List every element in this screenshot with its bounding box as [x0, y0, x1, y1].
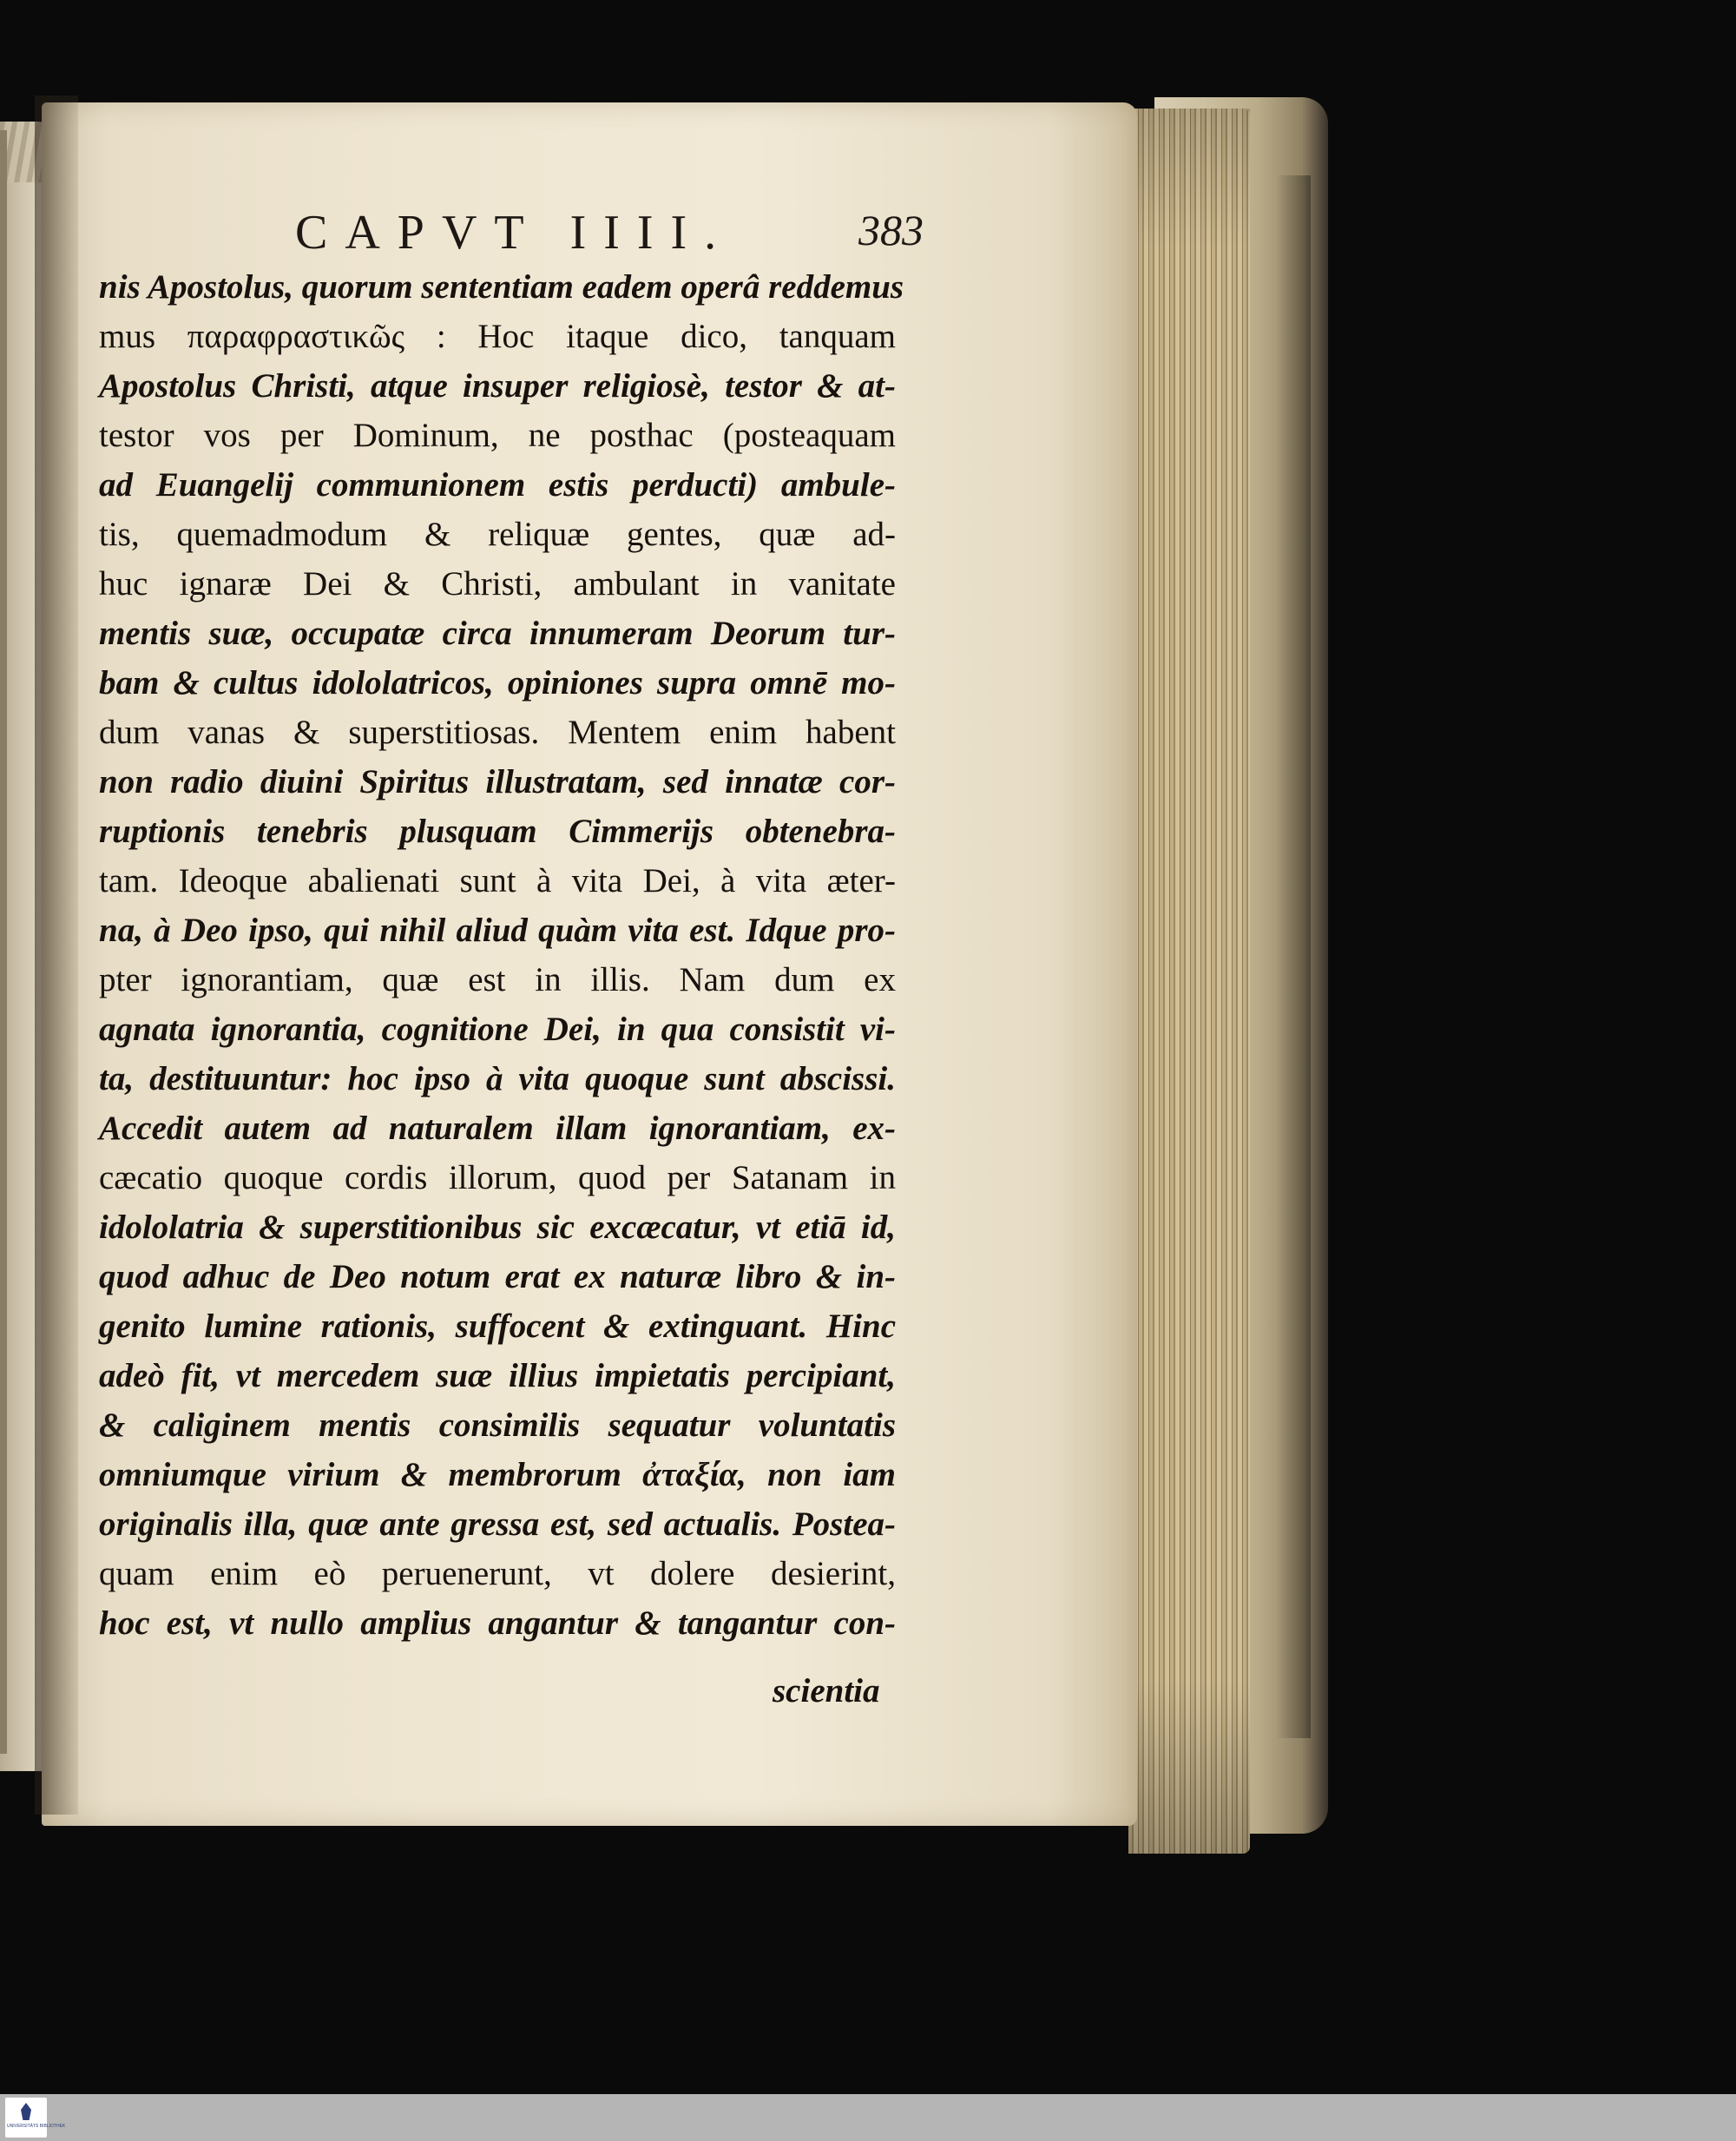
- text-line: pter ignorantiam, quæ est in illis. Nam dum ex: [99, 961, 896, 998]
- text-line: ad Euangelij communionem estis perducti) ambule-: [99, 466, 896, 504]
- running-head: [255, 205, 924, 266]
- text-line: bam & cultus idololatricos, opiniones supra omnē mo-: [99, 664, 896, 702]
- page-number: 383: [858, 206, 924, 254]
- viewer-footer-bar: [0, 2094, 1736, 2141]
- text-line: ruptionis tenebris plusquam Cimmerijs obtenebra-: [99, 813, 896, 850]
- chapter-heading: CAPVT IIII.: [295, 206, 734, 260]
- text-line: hoc est, vt nullo amplius angantur & tangantur con-: [99, 1604, 896, 1642]
- text-line: Apostolus Christi, atque insuper religiosè, testor & at-: [99, 367, 896, 405]
- library-logo: [5, 2098, 66, 2138]
- page-block-shade: [1128, 109, 1250, 1854]
- text-line: dum vanas & superstitiosas. Mentem enim habent: [99, 714, 896, 751]
- text-line: mus παραφραστικῶς : Hoc itaque dico, tanquam: [99, 318, 896, 355]
- facing-page-edge: [0, 130, 7, 1754]
- text-line: nis Apostolus, quorum sententiam eadem operâ reddemus: [99, 268, 904, 306]
- text-line: omniumque virium & membrorum ἀταξία, non iam: [99, 1456, 896, 1493]
- text-line: Accedit autem ad naturalem illam ignorantiam, ex-: [99, 1110, 896, 1147]
- body-text: [99, 262, 904, 1648]
- text-line: na, à Deo ipso, qui nihil aliud quàm vita est. Idque pro-: [99, 912, 896, 949]
- text-line: quam enim eò peruenerunt, vt dolere desierint,: [99, 1555, 896, 1592]
- text-line: ta, destituuntur: hoc ipso à vita quoque sunt abscissi.: [99, 1060, 896, 1097]
- text-line: & caliginem mentis consimilis sequatur voluntatis: [99, 1406, 896, 1444]
- text-line: tam. Ideoque abalienati sunt à vita Dei, à vita æter-: [99, 862, 896, 899]
- text-line: non radio diuini Spiritus illustratam, sed innatæ cor-: [99, 763, 896, 800]
- text-line: adeò fit, vt mercedem suæ illius impietatis percipiant,: [99, 1357, 896, 1394]
- text-line: agnata ignorantia, cognitione Dei, in qua consistit vi-: [99, 1011, 896, 1048]
- text-line: originalis illa, quæ ante gressa est, sed actualis. Postea-: [99, 1505, 896, 1543]
- text-line: cæcatio quoque cordis illorum, quod per Satanam in: [99, 1159, 896, 1196]
- text-line: mentis suæ, occupatæ circa innumeram Deorum tur-: [99, 615, 896, 652]
- text-line: genito lumine rationis, suffocent & extinguant. Hinc: [99, 1308, 896, 1345]
- gutter-shadow: [35, 96, 78, 1815]
- library-logo-icon: [21, 2103, 31, 2120]
- library-logo-text: UNIVERSITÄTS BIBLIOTHEK: [7, 2124, 66, 2129]
- text-line: testor vos per Dominum, ne posthac (posteaquam: [99, 417, 896, 454]
- text-line: quod adhuc de Deo notum erat ex naturæ libro & in-: [99, 1258, 896, 1295]
- text-line: huc ignaræ Dei & Christi, ambulant in vanitate: [99, 565, 896, 603]
- text-line: tis, quemadmodum & reliquæ gentes, quæ ad-: [99, 516, 896, 553]
- catchword: scientia: [773, 1672, 880, 1710]
- text-line: idololatria & superstitionibus sic excæcatur, vt etiā id,: [99, 1209, 896, 1246]
